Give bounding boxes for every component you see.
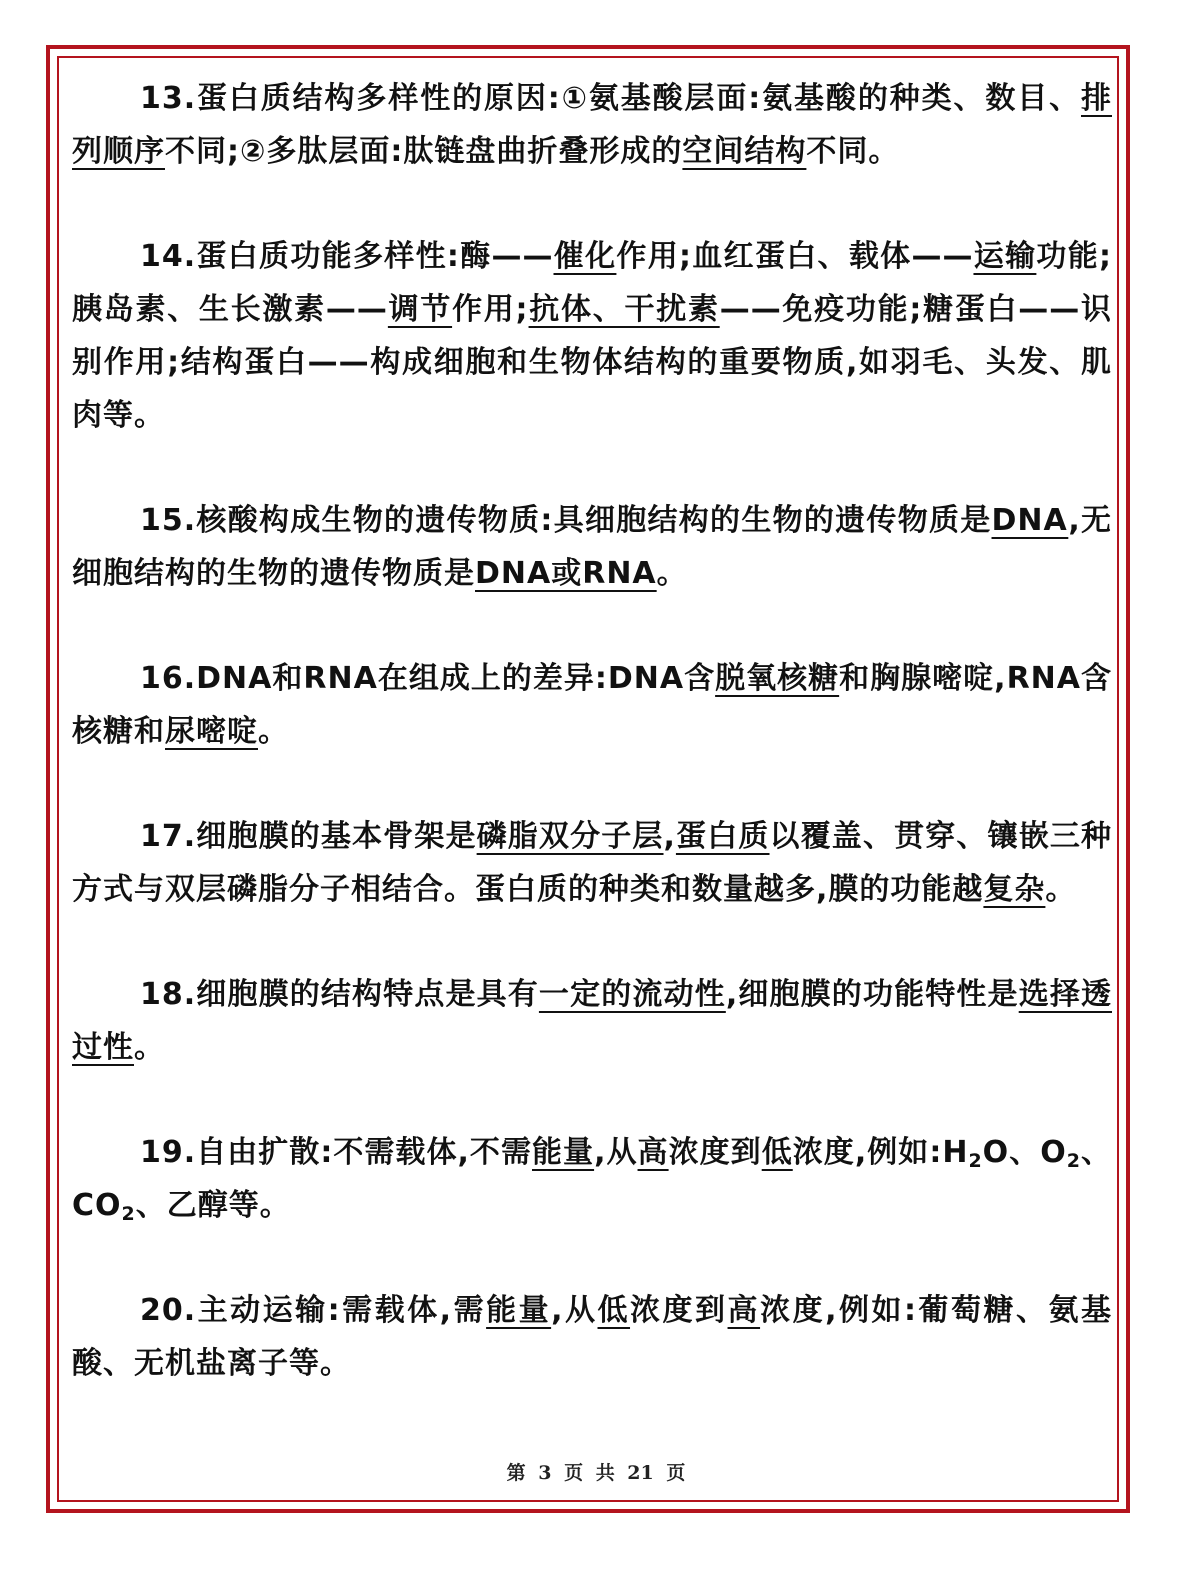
underlined-term: 调节: [387, 292, 453, 327]
paragraph-17: [72, 810, 1112, 916]
text-segment: ,: [663, 819, 676, 854]
text-segment: 18.细胞膜的结构特点是具有: [140, 977, 539, 1012]
text-segment: 16.DNA和RNA在组成上的差异:DNA含: [140, 661, 716, 696]
text-segment: 功能;胰岛素、生长激素——: [72, 239, 1112, 327]
text-segment: 19.自由扩散:不需载体,不需: [140, 1135, 532, 1170]
underlined-term: 空间结构: [682, 134, 807, 169]
text-segment: ,无细胞结构的生物的遗传物质是: [72, 503, 1112, 591]
underlined-term: 高: [727, 1293, 761, 1328]
text-segment: 和胸腺嘧啶,RNA含核糖和: [72, 661, 1113, 749]
paragraph-19: [72, 1126, 1112, 1232]
text-segment: 不同;②多肽层面:肽链盘曲折叠形成的: [165, 134, 683, 169]
underlined-term: 抗体、干扰素: [528, 292, 720, 327]
underlined-term: 能量: [532, 1135, 595, 1170]
underlined-term: 磷脂双分子层: [476, 819, 664, 854]
text-segment: 20.主动运输:需载体,需: [140, 1293, 487, 1328]
underlined-term: 蛋白质: [675, 819, 770, 854]
text-segment: 。: [258, 714, 289, 749]
paragraph-13: [72, 72, 1112, 178]
underlined-term: 能量: [486, 1293, 552, 1328]
underlined-term: 尿嘧啶: [165, 714, 258, 749]
subscript: 2: [1066, 1150, 1081, 1172]
text-segment: 浓度到: [668, 1135, 762, 1170]
text-segment: 。: [1045, 872, 1077, 907]
text-segment: 浓度到: [630, 1293, 728, 1328]
underlined-term: 一定的流动性: [538, 977, 726, 1012]
subscript: 2: [968, 1150, 983, 1172]
document-body: [72, 72, 1112, 1442]
text-segment: 浓度,例如:葡萄糖、氨基酸、无机盐离子等。: [72, 1293, 1113, 1381]
text-segment: 、CO: [72, 1135, 1113, 1223]
underlined-term: 选择透过性: [72, 977, 1112, 1065]
text-segment: 、乙醇等。: [135, 1188, 291, 1223]
text-segment: 13.蛋白质结构多样性的原因:①氨基酸层面:氨基酸的种类、数目、: [140, 81, 1081, 116]
text-segment: 。: [134, 1030, 165, 1065]
underlined-term: 排列顺序: [72, 81, 1112, 169]
underlined-term: 高: [637, 1135, 669, 1170]
text-segment: O、O: [982, 1135, 1067, 1170]
underlined-term: DNA: [991, 503, 1069, 538]
text-segment: ,从: [594, 1135, 638, 1170]
paragraph-20: [72, 1284, 1112, 1390]
text-segment: 不同。: [806, 134, 900, 169]
underlined-term: 低: [761, 1135, 793, 1170]
paragraph-16: [72, 652, 1112, 758]
text-segment: ,细胞膜的功能特性是: [725, 977, 1019, 1012]
text-segment: 作用;血红蛋白、载体——: [616, 239, 974, 274]
text-segment: ——免疫功能;糖蛋白——识别作用;结构蛋白——构成细胞和生物体结构的重要物质,如羽毛、头发、肌肉等。: [72, 292, 1113, 433]
page-number-footer: 第 3 页 共 21 页: [506, 1462, 686, 1484]
paragraph-14: [72, 230, 1112, 442]
text-segment: 17.细胞膜的基本骨架是: [140, 819, 477, 854]
text-segment: 15.核酸构成生物的遗传物质:具细胞结构的生物的遗传物质是: [140, 503, 992, 538]
paragraph-15: [72, 494, 1112, 600]
underlined-term: 脱氧核糖: [715, 661, 840, 696]
text-segment: 。: [656, 556, 688, 591]
underlined-term: DNA或RNA: [475, 556, 657, 591]
text-segment: 作用;: [452, 292, 529, 327]
text-segment: 14.蛋白质功能多样性:酶——: [140, 239, 554, 274]
subscript: 2: [121, 1203, 136, 1225]
paragraph-18: [72, 968, 1112, 1074]
text-segment: 以覆盖、贯穿、镶嵌三种方式与双层磷脂分子相结合。蛋白质的种类和数量越多,膜的功能越: [72, 819, 1112, 907]
underlined-term: 运输: [973, 239, 1037, 274]
underlined-term: 复杂: [983, 872, 1046, 907]
text-segment: ,从: [551, 1293, 598, 1328]
text-segment: 浓度,例如:H: [792, 1135, 969, 1170]
underlined-term: 低: [597, 1293, 631, 1328]
underlined-term: 催化: [553, 239, 617, 274]
